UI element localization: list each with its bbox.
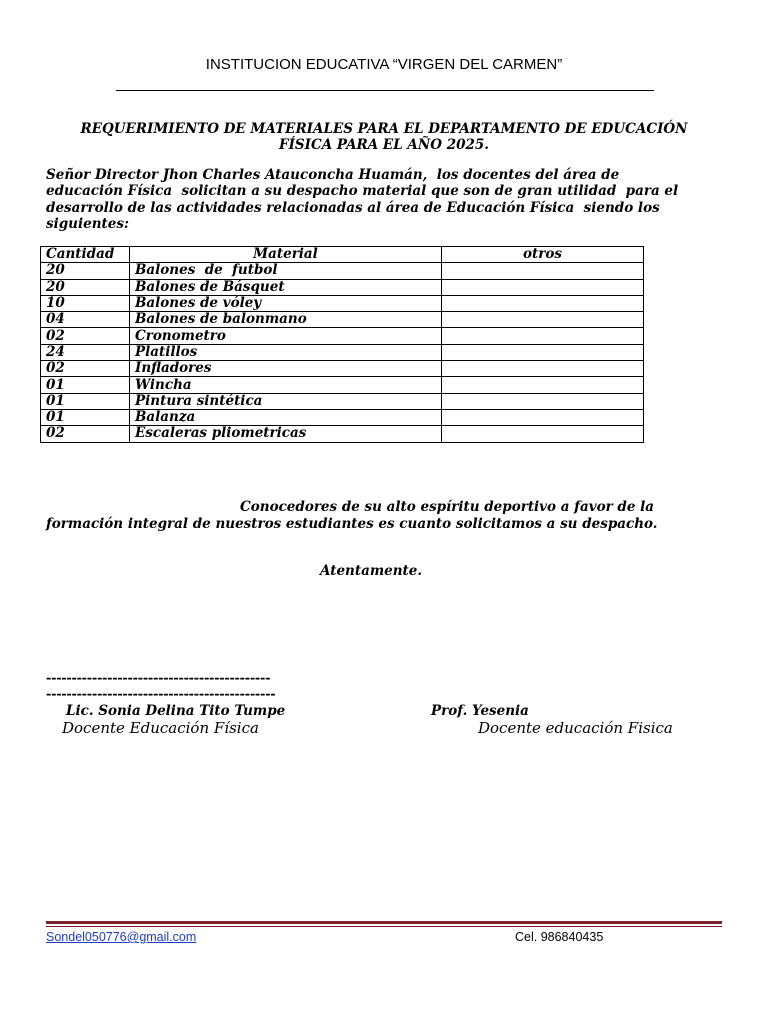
header-cantidad: Cantidad: [41, 247, 130, 263]
cell-cantidad: 01: [41, 409, 130, 425]
table-row: [41, 361, 644, 377]
request-title: [60, 121, 708, 153]
footer-email-link[interactable]: Sondel050776@gmail.com: [46, 930, 197, 944]
cell-cantidad: 01: [41, 393, 130, 409]
cell-otros: [442, 377, 644, 393]
cell-otros: [442, 409, 644, 425]
cell-otros: [442, 279, 644, 295]
cell-otros: [442, 295, 644, 311]
cell-cantidad: 02: [41, 361, 130, 377]
intro-paragraph: [46, 167, 726, 232]
cell-otros: [442, 393, 644, 409]
table-row: [41, 393, 644, 409]
table-row: [41, 328, 644, 344]
intro-line-3: desarrollo de las actividades relacionadas al área de Educación Física siendo los: [46, 199, 660, 216]
cell-material: Wincha: [130, 377, 442, 393]
cell-otros: [442, 263, 644, 279]
cell-cantidad: 02: [41, 328, 130, 344]
table-row: [41, 377, 644, 393]
intro-line-4: siguientes:: [46, 215, 129, 232]
cell-cantidad: 20: [41, 279, 130, 295]
table-row: [41, 312, 644, 328]
cell-cantidad: 02: [41, 426, 130, 442]
cell-cantidad: 24: [41, 344, 130, 360]
cell-material: Balones de vóley: [130, 295, 442, 311]
intro-line-2: educación Física solicitan a su despacho material que son de gran utilidad para el: [46, 183, 679, 200]
cell-cantidad: 10: [41, 295, 130, 311]
closing-line-2: formación integral de nuestros estudiantes es cuanto solicitamos a su despacho.: [46, 516, 658, 532]
footer-rule-thick: [46, 921, 722, 924]
cell-material: Balones de Básquet: [130, 279, 442, 295]
cell-material: Cronometro: [130, 328, 442, 344]
header-otros: otros: [442, 247, 644, 263]
cell-otros: [442, 426, 644, 442]
table-row: [41, 295, 644, 311]
right-signer-name: Prof. Yesenia: [431, 703, 529, 719]
cell-otros: [442, 312, 644, 328]
table-header-row: [41, 247, 644, 263]
table-row: [41, 279, 644, 295]
closing-line-1: [46, 499, 736, 516]
salutation: Atentamente.: [320, 563, 423, 579]
request-title-line-1: REQUERIMIENTO DE MATERIALES PARA EL DEPARTAMENTO DE EDUCACIÓN: [80, 121, 688, 137]
intro-line-1: Señor Director Jhon Charles Atauconcha Huamán, los docentes del área de: [46, 167, 620, 183]
materials-table: [40, 246, 644, 443]
table-row: [41, 263, 644, 279]
cell-cantidad: 04: [41, 312, 130, 328]
right-signer-role: Docente educación Fisica: [478, 719, 673, 737]
left-signer-role: Docente Educación Física: [62, 719, 259, 737]
cell-cantidad: 20: [41, 263, 130, 279]
cell-material: Infladores: [130, 361, 442, 377]
cell-otros: [442, 328, 644, 344]
request-title-line-2: FÍSICA PARA EL AÑO 2025.: [279, 137, 489, 153]
closing-line-1-text: Conocedores de su alto espíritu deportivo a favor de la: [240, 499, 654, 515]
left-signer-name: Lic. Sonia Delina Tito Tumpe: [66, 703, 286, 719]
footer-rule-thin: [46, 926, 722, 927]
footer-phone: Cel. 986840435: [515, 930, 604, 944]
cell-material: Escaleras pliometricas: [130, 426, 442, 442]
header-material: Material: [130, 247, 442, 263]
closing-paragraph: [46, 499, 736, 533]
table-row: [41, 426, 644, 442]
cell-otros: [442, 361, 644, 377]
cell-otros: [442, 344, 644, 360]
cell-cantidad: 01: [41, 377, 130, 393]
signature-line-1: --------------------------------------------: [46, 671, 271, 686]
header-divider: [116, 90, 654, 91]
cell-material: Pintura sintética: [130, 393, 442, 409]
cell-material: Balanza: [130, 409, 442, 425]
cell-material: Platillos: [130, 344, 442, 360]
table-row: [41, 409, 644, 425]
signature-line-2: ---------------------------------------------: [46, 687, 276, 702]
table-row: [41, 344, 644, 360]
institution-title: INSTITUCION EDUCATIVA “VIRGEN DEL CARMEN”: [205, 56, 563, 73]
cell-material: Balones de balonmano: [130, 312, 442, 328]
cell-material: Balones de futbol: [130, 263, 442, 279]
